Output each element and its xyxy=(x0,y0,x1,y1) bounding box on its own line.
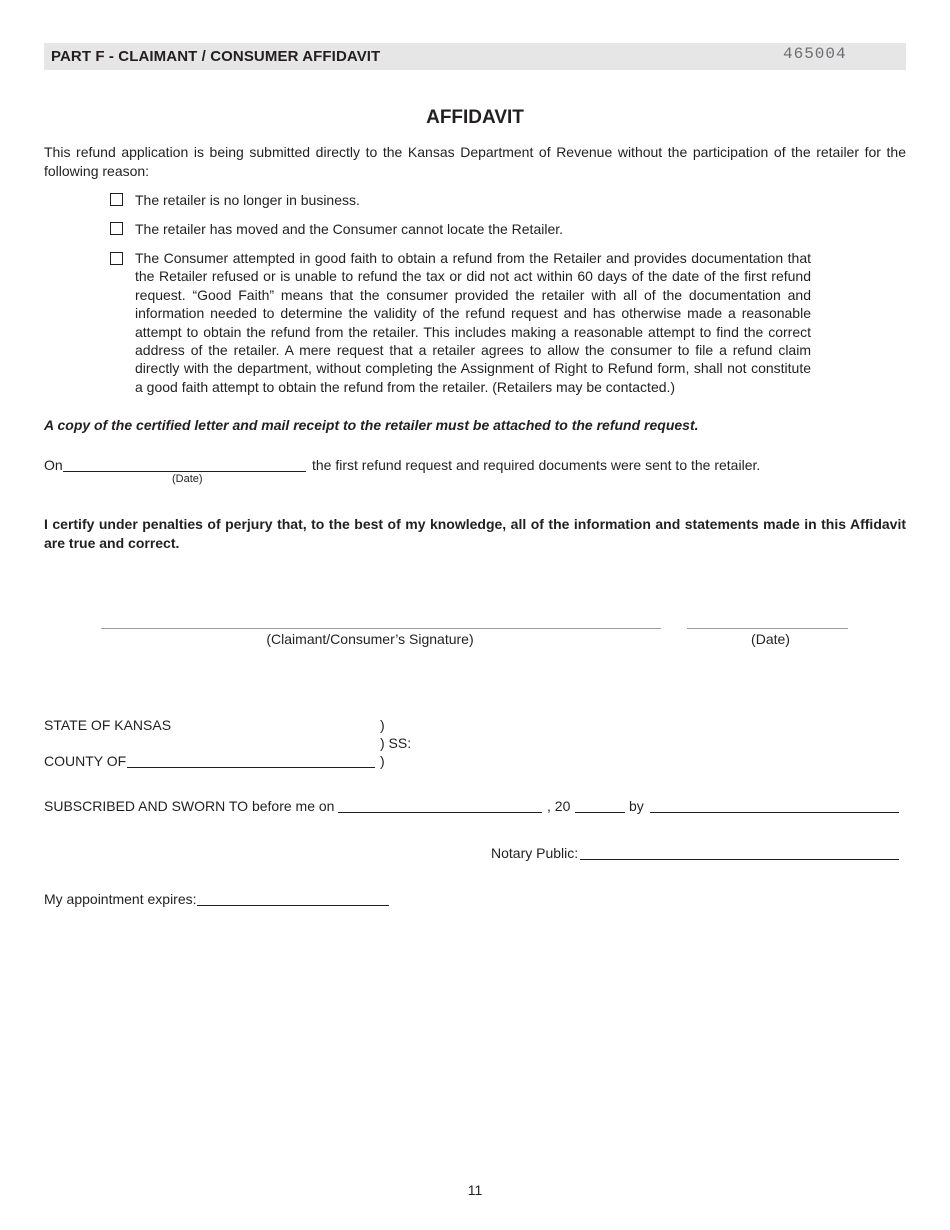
notary-public-field[interactable] xyxy=(580,859,899,860)
request-date-field[interactable] xyxy=(63,471,306,472)
signature-field[interactable] xyxy=(101,628,661,629)
signature-caption: (Claimant/Consumer’s Signature) xyxy=(266,631,474,647)
appointment-label: My appointment expires: xyxy=(44,891,197,907)
county-field[interactable] xyxy=(127,767,375,768)
on-label: On xyxy=(44,457,63,473)
section-header-title: PART F - CLAIMANT / CONSUMER AFFIDAVIT xyxy=(51,48,381,65)
option-no-longer-in-business: The retailer is no longer in business. xyxy=(135,192,360,208)
certification-statement: I certify under penalties of perjury that, to the best of my knowledge, all of the information and statements made in this Affidavit are true and correct. xyxy=(44,516,906,551)
ss-label: ) SS: xyxy=(380,735,412,751)
attachment-note: A copy of the certified letter and mail receipt to the retailer must be attached to the refund request. xyxy=(44,417,699,433)
year-field[interactable] xyxy=(575,812,625,813)
checkbox-no-longer-in-business[interactable] xyxy=(110,193,123,206)
page-title: AFFIDAVIT xyxy=(426,107,524,128)
request-date-caption: (Date) xyxy=(172,473,203,485)
year-prefix: , 20 xyxy=(547,798,571,814)
signature-date-field[interactable] xyxy=(687,628,848,629)
subscribed-label: SUBSCRIBED AND SWORN TO before me on xyxy=(44,798,335,814)
state-label: STATE OF KANSAS xyxy=(44,717,172,733)
sworn-date-field[interactable] xyxy=(338,812,542,813)
page-number: 11 xyxy=(467,1182,483,1198)
option-good-faith-attempt: The Consumer attempted in good faith to obtain a refund from the Retailer and provides documentation that the Retailer refused or is unable to refund the tax or did not act within 60 days of the date of the first refund request. “Good Faith” means that the consumer provided the retailer with all of the documentation and information needed to determine the validity of the refund request and has otherwise made a reasonable attempt to obtain the refund from the retailer. This includes making a reasonable attempt to find the correct address of the retailer. A mere request that a retailer agrees to allow the consumer to file a refund claim directly with the department, without completing the Assignment of Right to Refund form, shall not constitute a good faith attempt to obtain the refund from the retailer. (Retailers may be contacted.) xyxy=(135,250,811,395)
signature-date-caption: (Date) xyxy=(751,631,790,647)
paren-1: ) xyxy=(380,717,385,733)
by-label: by xyxy=(629,798,644,814)
option-retailer-moved: The retailer has moved and the Consumer cannot locate the Retailer. xyxy=(135,221,564,237)
notary-public-label: Notary Public: xyxy=(491,845,579,861)
county-label: COUNTY OF xyxy=(44,753,127,769)
form-code: 465004 xyxy=(783,45,847,63)
paren-3: ) xyxy=(380,753,385,769)
appointment-expires-field[interactable] xyxy=(197,905,389,906)
checkbox-retailer-moved[interactable] xyxy=(110,222,123,235)
on-line-suffix: the first refund request and required documents were sent to the retailer. xyxy=(312,457,761,473)
checkbox-good-faith-attempt[interactable] xyxy=(110,252,123,265)
intro-paragraph: This refund application is being submitted directly to the Kansas Department of Revenue without the participation of the retailer for the following reason: xyxy=(44,144,906,179)
sworn-by-field[interactable] xyxy=(650,812,899,813)
